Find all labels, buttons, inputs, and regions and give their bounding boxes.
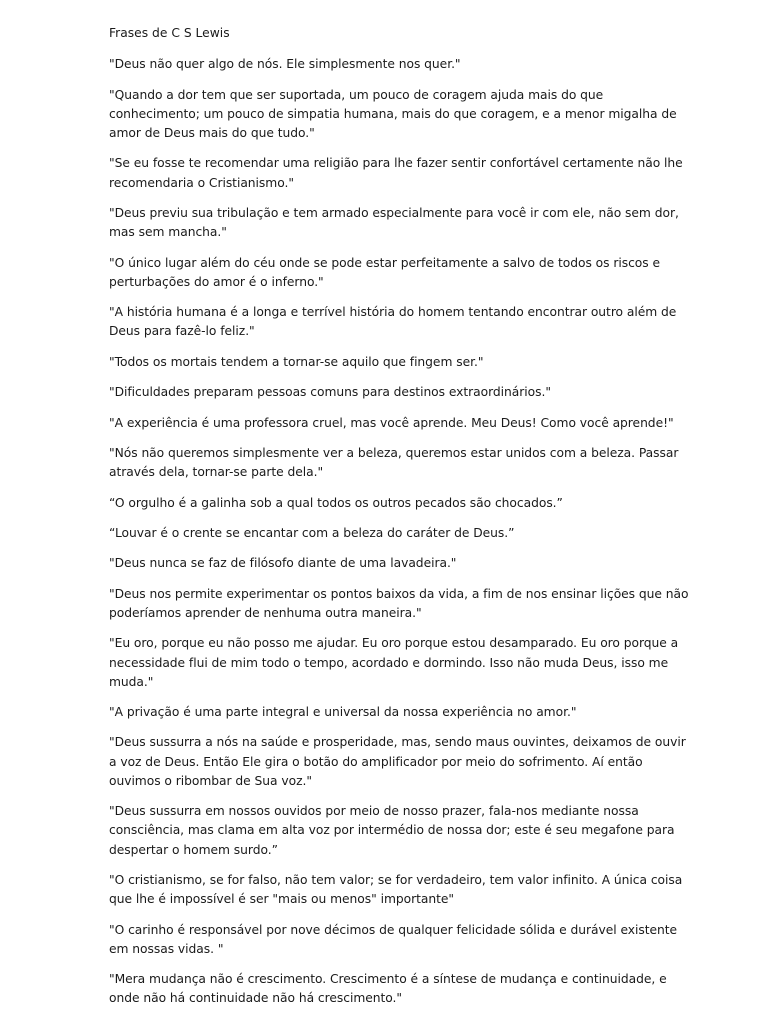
quote-paragraph: "Todos os mortais tendem a tornar-se aquilo que fingem ser."	[109, 354, 484, 369]
quote-paragraph: "Nós não queremos simplesmente ver a beleza, queremos estar unidos com a beleza. Passar através dela, tornar-se parte dela."	[109, 445, 679, 480]
quote-paragraph: "Deus não quer algo de nós. Ele simplesmente nos quer."	[109, 57, 461, 72]
quote-paragraph: "Deus sussurra a nós na saúde e prosperidade, mas, sendo maus ouvintes, deixamos de ouvir a voz de Deus. Então Ele gira o botão do amplificador por meio do sofrimento. Aí então ouvimos o ribombar de Sua voz."	[109, 735, 686, 788]
quote-paragraph: "A história humana é a longa e terrível história do homem tentando encontrar outro além de Deus para fazê-lo feliz."	[109, 305, 677, 339]
document-page	[109, 24, 694, 1020]
quote-paragraph: "O único lugar além do céu onde se pode estar perfeitamente a salvo de todos os riscos e perturbações do amor é o inferno."	[109, 255, 661, 289]
quote-paragraph: "Se eu fosse te recomendar uma religião para lhe fazer sentir confortável certamente não lhe recomendaria o Cristianismo."	[109, 156, 683, 190]
quote-paragraph: "Deus previu sua tribulação e tem armado especialmente para você ir com ele, não sem dor, mas sem mancha."	[109, 205, 679, 240]
quote-paragraph: "A privação é uma parte integral e universal da nossa experiência no amor."	[109, 705, 577, 720]
page-title: Frases de C S Lewis	[109, 26, 230, 40]
quote-paragraph: "O cristianismo, se for falso, não tem valor; se for verdadeiro, tem valor infinito. A única coisa que lhe é impossível é ser "mais ou menos" importante"	[109, 873, 683, 907]
quote-list	[109, 55, 694, 1008]
quote-paragraph: “O orgulho é a galinha sob a qual todos os outros pecados são chocados.”	[109, 495, 563, 510]
quote-paragraph: "A experiência é uma professora cruel, mas você aprende. Meu Deus! Como você aprende!"	[109, 415, 674, 430]
quote-paragraph: "Dificuldades preparam pessoas comuns para destinos extraordinários."	[109, 385, 551, 400]
quote-paragraph: “Louvar é o crente se encantar com a beleza do caráter de Deus.”	[109, 525, 515, 540]
quote-paragraph: "O carinho é responsável por nove décimos de qualquer felicidade sólida e durável existente em nossas vidas. "	[109, 922, 678, 956]
quote-paragraph: "Deus sussurra em nossos ouvidos por meio de nosso prazer, fala-nos mediante nossa consciência, mas clama em alta voz por intermédio de nossa dor; este é seu megafone para despertar o homem surdo.”	[109, 804, 675, 857]
quote-paragraph: "Deus nunca se faz de filósofo diante de uma lavadeira."	[109, 556, 457, 571]
quote-paragraph: "Deus nos permite experimentar os pontos baixos da vida, a fim de nos ensinar lições que não poderíamos aprender de nenhuma outra maneira."	[109, 586, 689, 620]
quote-paragraph: "Quando a dor tem que ser suportada, um pouco de coragem ajuda mais do que conhecimento; um pouco de simpatia humana, mais do que coragem, e a menor migalha de amor de Deus mais do que tudo."	[109, 87, 677, 140]
quote-paragraph: "Mera mudança não é crescimento. Crescimento é a síntese de mudança e continuidade, e onde não há continuidade não há crescimento."	[109, 972, 667, 1006]
quote-paragraph: "Eu oro, porque eu não posso me ajudar. Eu oro porque estou desamparado. Eu oro porque a necessidade flui de mim todo o tempo, acordado e dormindo. Isso não muda Deus, isso me muda."	[109, 636, 679, 689]
